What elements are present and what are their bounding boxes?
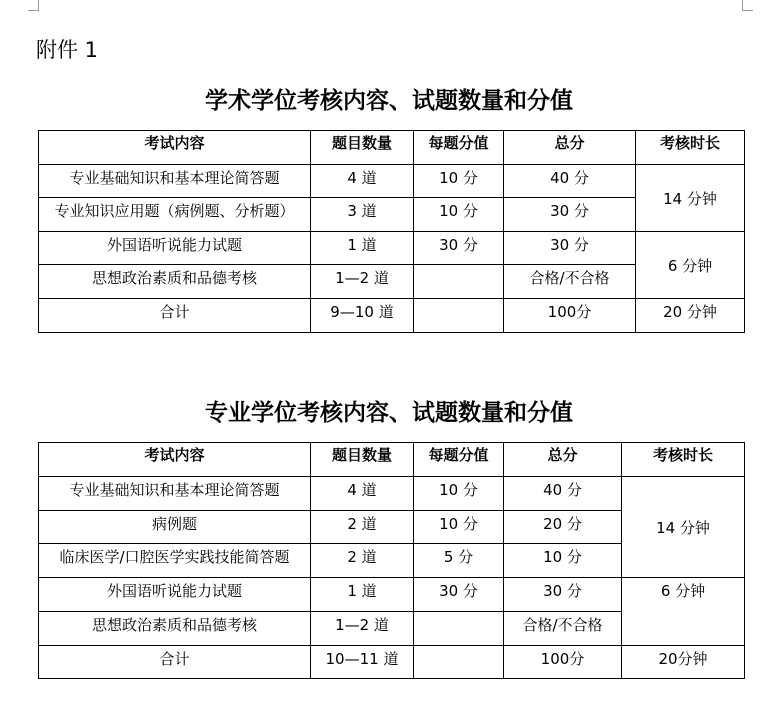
cell-total: 40 分: [504, 165, 636, 198]
page-corner-mark-left: [28, 0, 39, 11]
cell-total: 30 分: [504, 198, 636, 232]
header-total: 总分: [504, 131, 636, 165]
cell-per-score: [414, 299, 504, 333]
cell-content: 专业基础知识和基本理论简答题: [39, 165, 311, 198]
cell-total: 20 分: [504, 511, 622, 544]
header-content: 考试内容: [39, 131, 311, 165]
cell-count: 1—2 道: [311, 265, 414, 299]
cell-per-score: 10 分: [414, 165, 504, 198]
cell-duration: 14 分钟: [636, 165, 745, 232]
cell-per-score: 10 分: [414, 477, 504, 511]
cell-duration: 14 分钟: [622, 477, 745, 578]
cell-duration: 20 分钟: [636, 299, 745, 333]
cell-per-score: [414, 612, 504, 646]
header-count: 题目数量: [311, 131, 414, 165]
table-row: [39, 578, 745, 612]
table-total-row: [39, 646, 745, 679]
cell-total: 100分: [504, 646, 622, 679]
cell-total: 合格/不合格: [504, 265, 636, 299]
academic-degree-table: [38, 130, 745, 333]
table-row: [39, 477, 745, 511]
cell-duration: 6 分钟: [622, 578, 745, 646]
cell-content: 病例题: [39, 511, 311, 544]
cell-per-score: 30 分: [414, 232, 504, 265]
header-duration: 考核时长: [636, 131, 745, 165]
cell-content: 专业知识应用题（病例题、分析题）: [39, 198, 311, 232]
table-row: [39, 165, 745, 198]
cell-count: 1—2 道: [311, 612, 414, 646]
cell-total: 30 分: [504, 232, 636, 265]
page-corner-mark-right: [742, 0, 753, 11]
header-total: 总分: [504, 443, 622, 477]
cell-count: 4 道: [311, 477, 414, 511]
cell-duration: 20分钟: [622, 646, 745, 679]
cell-per-score: [414, 265, 504, 299]
cell-per-score: 5 分: [414, 544, 504, 578]
table-header-row: [39, 443, 745, 477]
cell-content: 合计: [39, 646, 311, 679]
cell-total: 100分: [504, 299, 636, 333]
header-content: 考试内容: [39, 443, 311, 477]
header-count: 题目数量: [311, 443, 414, 477]
cell-content: 外国语听说能力试题: [39, 578, 311, 612]
cell-count: 2 道: [311, 544, 414, 578]
cell-content: 外国语听说能力试题: [39, 232, 311, 265]
cell-count: 1 道: [311, 578, 414, 612]
cell-content: 思想政治素质和品德考核: [39, 612, 311, 646]
cell-count: 3 道: [311, 198, 414, 232]
cell-per-score: 10 分: [414, 511, 504, 544]
table1-title: 学术学位考核内容、试题数量和分值: [205, 87, 573, 114]
professional-degree-table: [38, 442, 745, 679]
table-row: [39, 232, 745, 265]
cell-content: 专业基础知识和基本理论简答题: [39, 477, 311, 511]
cell-count: 10—11 道: [311, 646, 414, 679]
cell-per-score: 30 分: [414, 578, 504, 612]
cell-content: 临床医学/口腔医学实践技能简答题: [39, 544, 311, 578]
cell-count: 2 道: [311, 511, 414, 544]
cell-total: 10 分: [504, 544, 622, 578]
cell-per-score: [414, 646, 504, 679]
cell-count: 4 道: [311, 165, 414, 198]
annex-label: 附件 1: [36, 38, 99, 62]
cell-content: 思想政治素质和品德考核: [39, 265, 311, 299]
table-total-row: [39, 299, 745, 333]
cell-per-score: 10 分: [414, 198, 504, 232]
table2-title: 专业学位考核内容、试题数量和分值: [205, 399, 573, 426]
cell-total: 合格/不合格: [504, 612, 622, 646]
cell-count: 1 道: [311, 232, 414, 265]
header-duration: 考核时长: [622, 443, 745, 477]
cell-count: 9—10 道: [311, 299, 414, 333]
cell-total: 30 分: [504, 578, 622, 612]
cell-total: 40 分: [504, 477, 622, 511]
cell-duration: 6 分钟: [636, 232, 745, 299]
cell-content: 合计: [39, 299, 311, 333]
table-header-row: [39, 131, 745, 165]
header-per-score: 每题分值: [414, 443, 504, 477]
header-per-score: 每题分值: [414, 131, 504, 165]
